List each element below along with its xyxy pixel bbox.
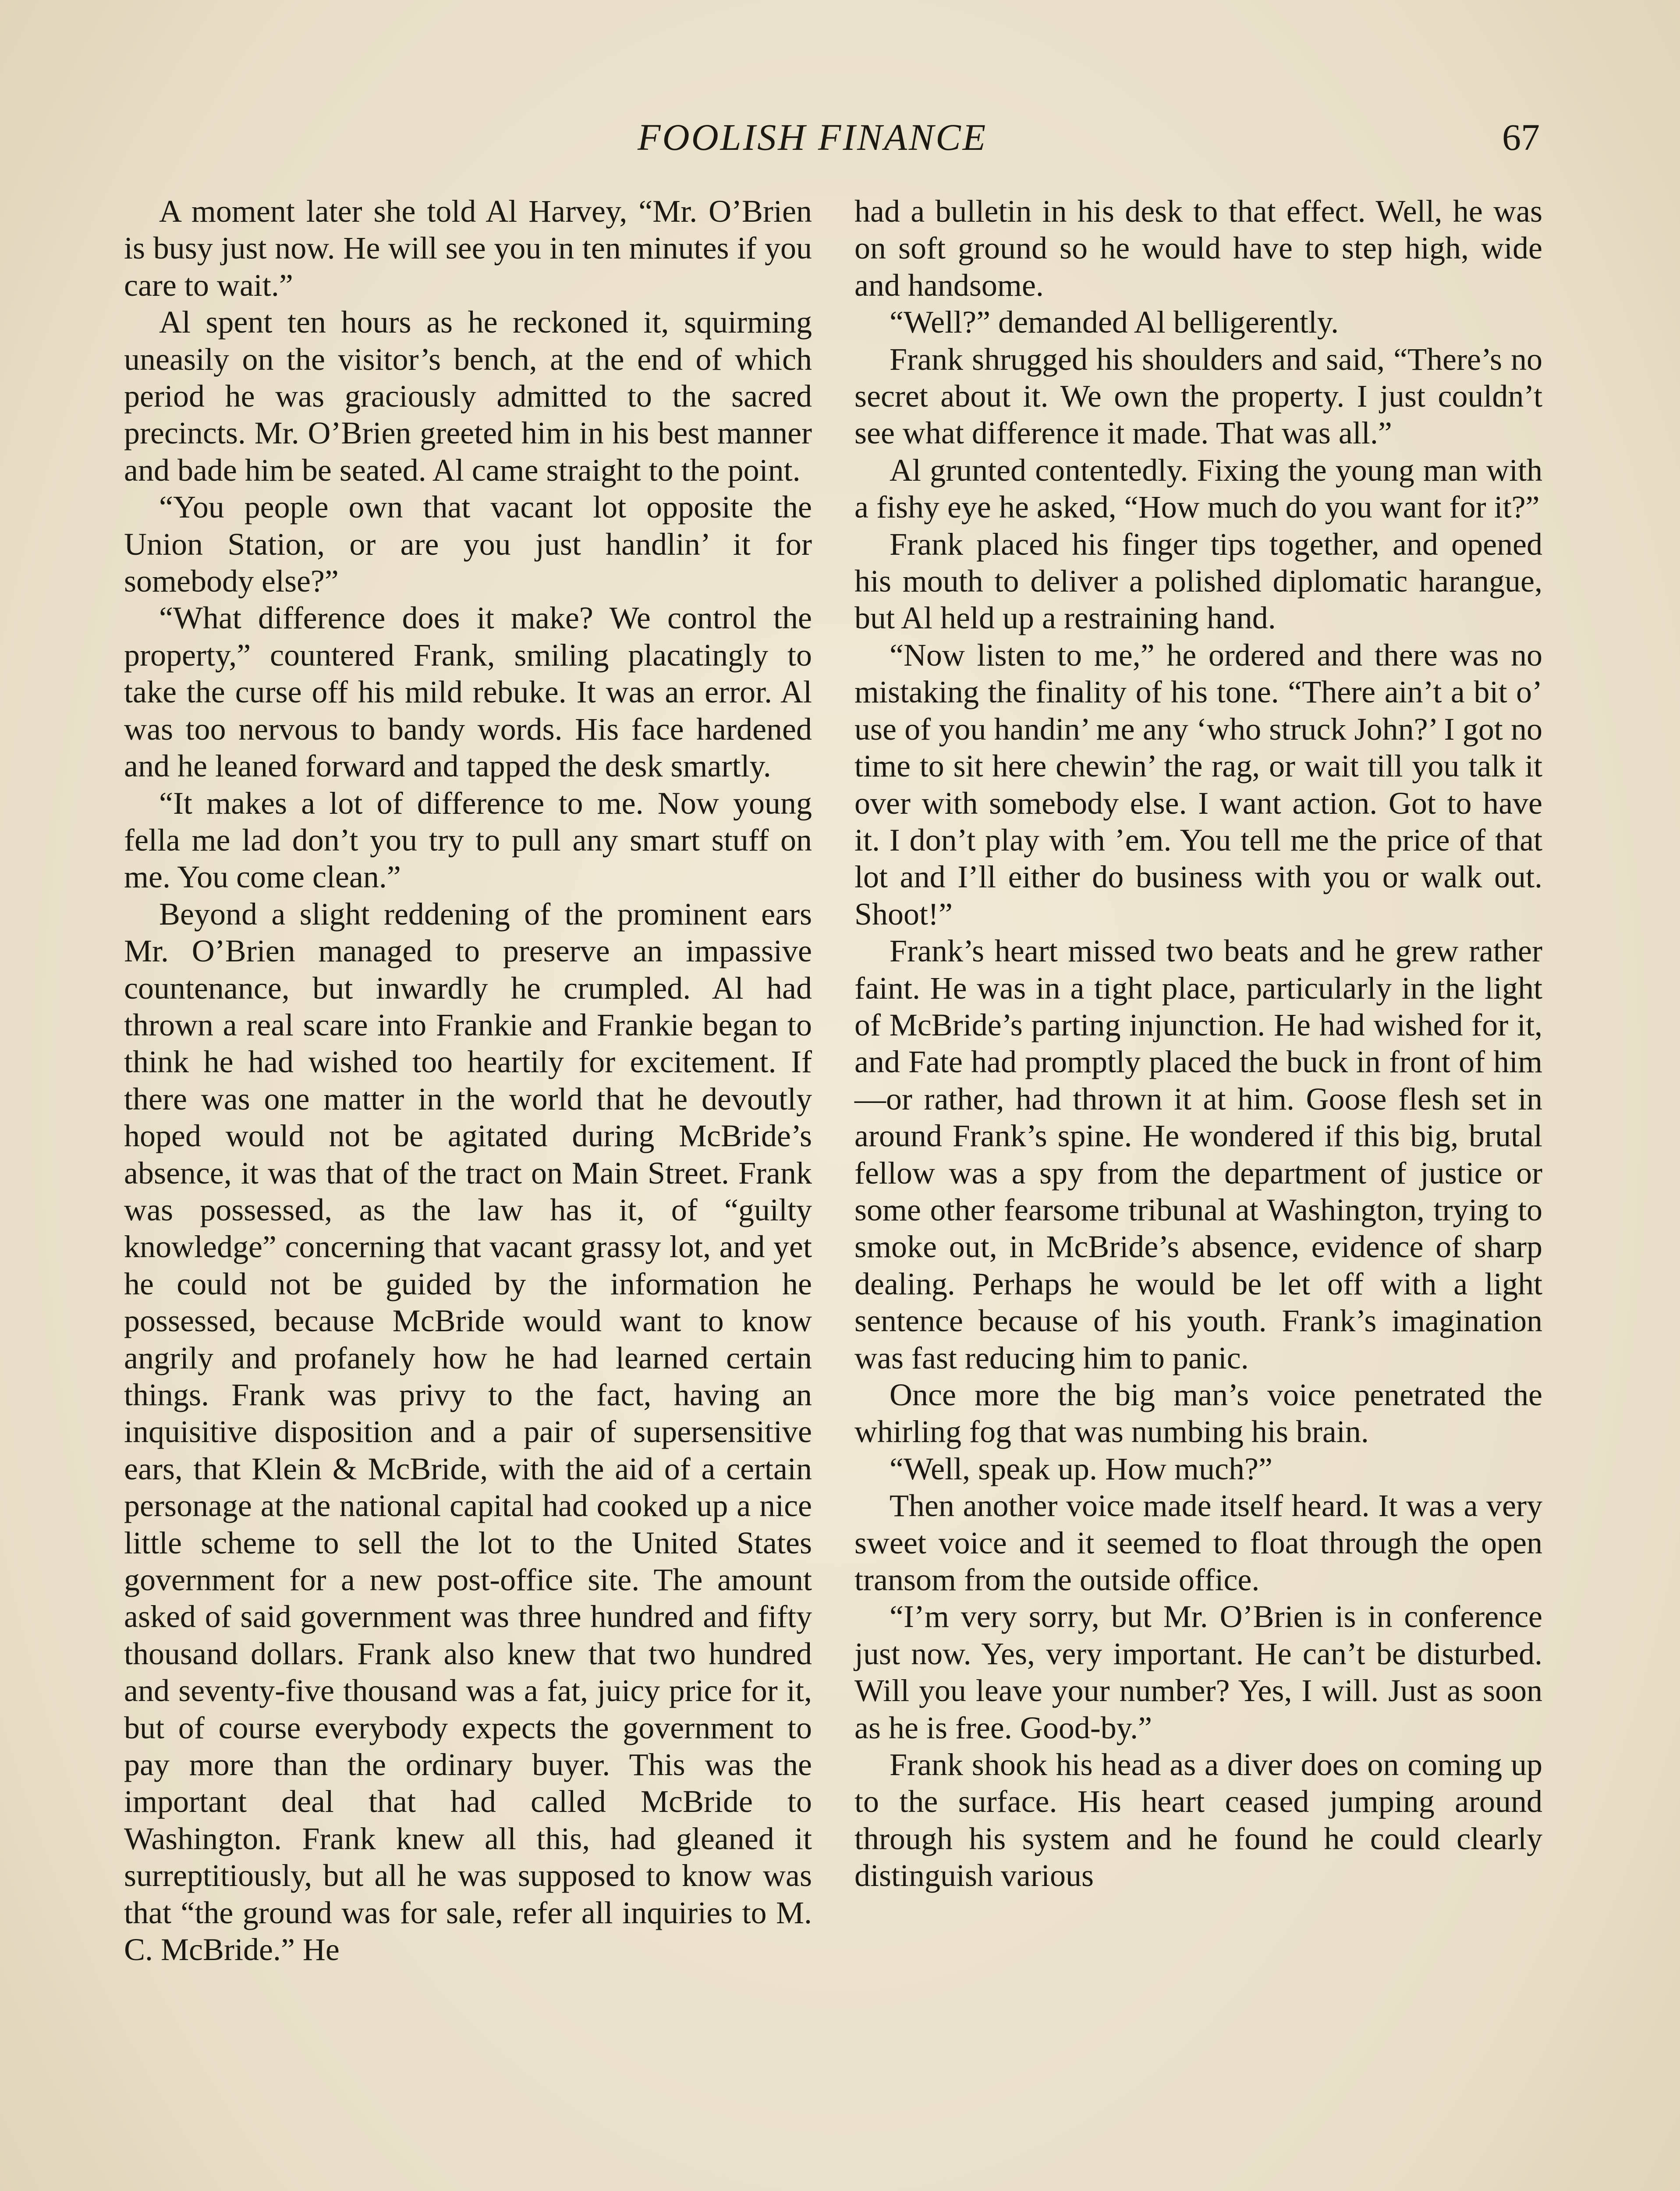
right-column (854, 193, 1542, 1894)
paragraph: Frank placed his finger tips together, and opened his mouth to deliver a polished diplomatic harangue, but Al held up a restraining hand. (854, 526, 1542, 636)
left-column (124, 193, 812, 1968)
paragraph: Frank shook his head as a diver does on coming up to the surface. His heart ceased jumping around through his system and he found he could clearly distinguish various (854, 1747, 1542, 1893)
paragraph: “Well, speak up. How much?” (890, 1451, 1272, 1486)
paragraph-continuation: had a bulletin in his desk to that effect. Well, he was on soft ground so he would have to step high, wide and handsome. (854, 194, 1542, 303)
paragraph: “I’m very sorry, but Mr. O’Brien is in conference just now. Yes, very important. He can’t be disturbed. Will you leave your number? Yes, I will. Just as soon as he is free. Good-by.” (854, 1599, 1542, 1745)
paragraph: Al grunted contentedly. Fixing the young man with a fishy eye he asked, “How much do you want for it?” (854, 452, 1542, 525)
page-number: 67 (1502, 116, 1540, 158)
paragraph: “Now listen to me,” he ordered and there was no mistaking the finality of his tone. “There ain’t a bit o’ use of you handin’ me any ‘who struck John?’ I got no time to sit here chewin’ the rag, or wait till you talk it over with somebody else. I want action. Got to have it. I don’t play with ’em. You tell me the price of that lot and I’ll either do business with you or walk out. Shoot!” (854, 637, 1542, 932)
paragraph: Al spent ten hours as he reckoned it, squirming uneasily on the visitor’s bench, at the end of which period he was graciously admitted to the sacred precincts. Mr. O’Brien greeted him in his best manner and bade him be seated. Al came straight to the point. (124, 305, 812, 488)
paragraph: Frank shrugged his shoulders and said, “There’s no secret about it. We own the property. I just couldn’t see what difference it made. That was all.” (854, 341, 1542, 451)
page-header (638, 113, 1540, 161)
paragraph: Beyond a slight reddening of the prominent ears Mr. O’Brien managed to preserve an impassive countenance, but inwardly he crumpled. Al had thrown a real scare into Frankie and Frankie began to think he had wished too heartily for excitement. If there was one matter in the world that he devoutly hoped would not be agitated during McBride’s absence, it was that of the tract on Main Street. Frank was possessed, as the law has it, of “guilty knowledge” concerning that vacant grassy lot, and yet he could not be guided by the information he possessed, because McBride would want to know angrily and profanely how he had learned certain things. Frank was privy to the fact, having an inquisitive disposition and a pair of supersensitive ears, that Klein & McBride, with the aid of a certain personage at the national capital had cooked up a nice little scheme to sell the lot to the United States government for a new post-office site. The amount asked of said government was three hundred and fifty thousand dollars. Frank also knew that two hundred and seventy-five thousand was a fat, juicy price for it, but of course everybody expects the government to pay more than the ordinary buyer. This was the important deal that had called McBride to Washington. Frank knew all this, had gleaned it surreptitiously, but all he was supposed to know was that “the ground was for sale, refer all inquiries to M. C. McBride.” He (124, 896, 812, 1968)
paragraph: Then another voice made itself heard. It was a very sweet voice and it seemed to float through the open transom from the outside office. (854, 1488, 1542, 1598)
paragraph: Once more the big man’s voice penetrated the whirling fog that was numbing his brain. (854, 1377, 1542, 1450)
paragraph: “What difference does it make? We control the property,” countered Frank, smiling placatingly to take the curse off his mild rebuke. It was an error. Al was too nervous to bandy words. His face hardened and he leaned forward and tapped the desk smartly. (124, 600, 812, 784)
running-title: FOOLISH FINANCE (638, 116, 988, 158)
paragraph: “You people own that vacant lot opposite the Union Station, or are you just handlin’ it for somebody else?” (124, 489, 812, 599)
paragraph: Frank’s heart missed two beats and he grew rather faint. He was in a tight place, particularly in the light of McBride’s parting injunction. He had wished for it, and Fate had promptly placed the buck in front of him—or rather, had thrown it at him. Goose flesh set in around Frank’s spine. He wondered if this big, brutal fellow was a spy from the department of justice or some other fearsome tribunal at Washington, trying to smoke out, in McBride’s absence, evidence of sharp dealing. Perhaps he would be let off with a light sentence because of his youth. Frank’s imagination was fast reducing him to panic. (854, 933, 1542, 1376)
paragraph: A moment later she told Al Harvey, “Mr. O’Brien is busy just now. He will see you in ten minutes if you care to wait.” (124, 194, 812, 303)
paragraph: “It makes a lot of difference to me. Now young fella me lad don’t you try to pull any smart stuff on me. You come clean.” (124, 785, 812, 895)
paragraph: “Well?” demanded Al belligerently. (890, 305, 1339, 340)
